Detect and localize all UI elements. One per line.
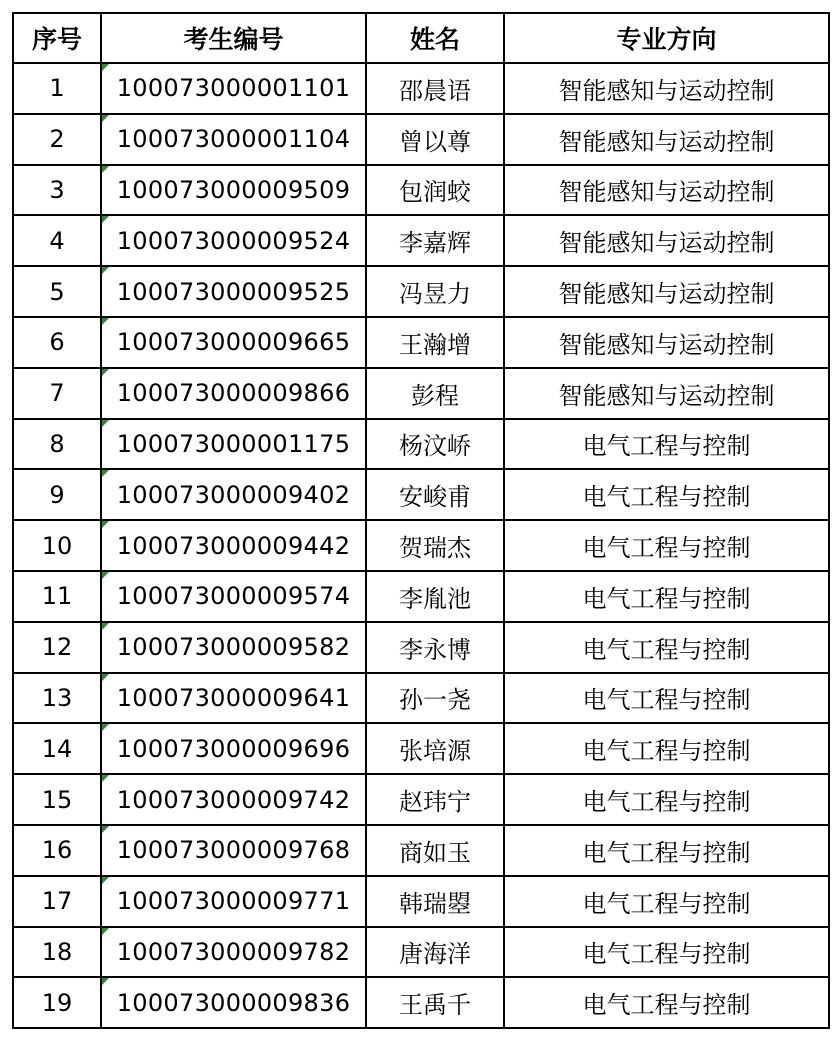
cell-name: 冯昱力 [366, 266, 504, 317]
cell-seq: 11 [13, 571, 101, 622]
text-number-flag-icon [102, 420, 109, 427]
cell-candidate-id [101, 825, 366, 876]
cell-seq: 16 [13, 825, 101, 876]
cell-seq: 6 [13, 317, 101, 368]
table-row [13, 317, 829, 368]
candidate-id-text: 100073000001175 [116, 429, 351, 458]
cell-name: 张培源 [366, 723, 504, 774]
candidate-id-text: 100073000009524 [116, 226, 351, 255]
cell-candidate-id [101, 215, 366, 266]
cell-candidate-id [101, 673, 366, 724]
text-number-flag-icon [102, 115, 109, 122]
cell-name: 赵玮宁 [366, 774, 504, 825]
cell-seq: 14 [13, 723, 101, 774]
text-number-flag-icon [102, 572, 109, 579]
cell-candidate-id [101, 165, 366, 216]
cell-name: 商如玉 [366, 825, 504, 876]
text-number-flag-icon [102, 470, 109, 477]
text-number-flag-icon [102, 166, 109, 173]
table-row [13, 774, 829, 825]
text-number-flag-icon [102, 521, 109, 528]
cell-seq: 10 [13, 520, 101, 571]
cell-name: 王禹千 [366, 977, 504, 1028]
cell-major: 电气工程与控制 [504, 622, 829, 673]
candidate-id-text: 100073000009582 [116, 633, 351, 662]
cell-candidate-id [101, 927, 366, 978]
cell-name: 王瀚增 [366, 317, 504, 368]
table-row [13, 520, 829, 571]
cell-major: 电气工程与控制 [504, 419, 829, 470]
cell-major: 电气工程与控制 [504, 673, 829, 724]
cell-major: 智能感知与运动控制 [504, 266, 829, 317]
text-number-flag-icon [102, 826, 109, 833]
table-row [13, 723, 829, 774]
candidate-id-text: 100073000009782 [116, 937, 351, 966]
table-row [13, 825, 829, 876]
cell-major: 电气工程与控制 [504, 469, 829, 520]
cell-major: 智能感知与运动控制 [504, 317, 829, 368]
candidate-id-text: 100073000009836 [116, 988, 351, 1017]
cell-major: 电气工程与控制 [504, 876, 829, 927]
cell-name: 彭程 [366, 368, 504, 419]
table-row [13, 114, 829, 165]
candidate-id-text: 100073000009665 [116, 328, 351, 357]
table-row [13, 977, 829, 1028]
cell-candidate-id [101, 266, 366, 317]
table-row [13, 266, 829, 317]
candidate-id-text: 100073000009509 [116, 175, 351, 204]
cell-candidate-id [101, 774, 366, 825]
cell-name: 李嘉辉 [366, 215, 504, 266]
cell-seq: 15 [13, 774, 101, 825]
table-row [13, 165, 829, 216]
cell-major: 电气工程与控制 [504, 977, 829, 1028]
table-row [13, 571, 829, 622]
cell-candidate-id [101, 368, 366, 419]
text-number-flag-icon [102, 318, 109, 325]
cell-candidate-id [101, 469, 366, 520]
candidate-id-text: 100073000009866 [116, 379, 351, 408]
cell-seq: 4 [13, 215, 101, 266]
candidate-id-text: 100073000001101 [116, 74, 351, 103]
cell-major: 电气工程与控制 [504, 520, 829, 571]
text-number-flag-icon [102, 775, 109, 782]
table-row [13, 368, 829, 419]
cell-name: 包润蛟 [366, 165, 504, 216]
table-row [13, 622, 829, 673]
header-row [13, 13, 829, 63]
candidate-id-text: 100073000009574 [116, 582, 351, 611]
table-row [13, 469, 829, 520]
cell-seq: 12 [13, 622, 101, 673]
cell-candidate-id [101, 114, 366, 165]
candidate-id-text: 100073000001104 [116, 125, 351, 154]
candidate-id-text: 100073000009771 [116, 887, 351, 916]
cell-candidate-id [101, 419, 366, 470]
candidate-id-text: 100073000009742 [116, 785, 351, 814]
cell-seq: 9 [13, 469, 101, 520]
text-number-flag-icon [102, 674, 109, 681]
cell-candidate-id [101, 723, 366, 774]
cell-major: 智能感知与运动控制 [504, 114, 829, 165]
table-row [13, 927, 829, 978]
cell-candidate-id [101, 520, 366, 571]
cell-major: 智能感知与运动控制 [504, 165, 829, 216]
cell-name: 杨汶峤 [366, 419, 504, 470]
text-number-flag-icon [102, 216, 109, 223]
cell-seq: 13 [13, 673, 101, 724]
table-row [13, 419, 829, 470]
cell-major: 电气工程与控制 [504, 825, 829, 876]
table-row [13, 876, 829, 927]
text-number-flag-icon [102, 724, 109, 731]
cell-candidate-id [101, 63, 366, 114]
header-seq: 序号 [13, 13, 101, 63]
cell-name: 韩瑞曌 [366, 876, 504, 927]
candidate-table [12, 12, 830, 1029]
text-number-flag-icon [102, 369, 109, 376]
candidate-id-text: 100073000009442 [116, 531, 351, 560]
table-body [13, 63, 829, 1028]
cell-candidate-id [101, 876, 366, 927]
cell-candidate-id [101, 317, 366, 368]
cell-name: 安峻甫 [366, 469, 504, 520]
cell-candidate-id [101, 622, 366, 673]
cell-name: 贺瑞杰 [366, 520, 504, 571]
cell-seq: 17 [13, 876, 101, 927]
cell-candidate-id [101, 977, 366, 1028]
candidate-id-text: 100073000009641 [116, 683, 351, 712]
candidate-id-text: 100073000009768 [116, 836, 351, 865]
cell-seq: 8 [13, 419, 101, 470]
table-row [13, 215, 829, 266]
cell-seq: 2 [13, 114, 101, 165]
header-candidate-id: 考生编号 [101, 13, 366, 63]
text-number-flag-icon [102, 877, 109, 884]
cell-major: 电气工程与控制 [504, 723, 829, 774]
text-number-flag-icon [102, 623, 109, 630]
cell-name: 李永博 [366, 622, 504, 673]
cell-name: 曾以尊 [366, 114, 504, 165]
cell-major: 电气工程与控制 [504, 571, 829, 622]
cell-seq: 19 [13, 977, 101, 1028]
cell-candidate-id [101, 571, 366, 622]
cell-major: 智能感知与运动控制 [504, 368, 829, 419]
cell-name: 邵晨语 [366, 63, 504, 114]
candidate-id-text: 100073000009525 [116, 277, 351, 306]
admission-list-sheet [12, 12, 830, 1029]
cell-seq: 3 [13, 165, 101, 216]
cell-name: 李胤池 [366, 571, 504, 622]
cell-seq: 18 [13, 927, 101, 978]
cell-seq: 7 [13, 368, 101, 419]
cell-major: 电气工程与控制 [504, 774, 829, 825]
cell-name: 唐海洋 [366, 927, 504, 978]
header-major: 专业方向 [504, 13, 829, 63]
header-name: 姓名 [366, 13, 504, 63]
text-number-flag-icon [102, 267, 109, 274]
text-number-flag-icon [102, 64, 109, 71]
cell-name: 孙一尧 [366, 673, 504, 724]
table-row [13, 63, 829, 114]
cell-seq: 5 [13, 266, 101, 317]
table-row [13, 673, 829, 724]
cell-major: 智能感知与运动控制 [504, 63, 829, 114]
candidate-id-text: 100073000009402 [116, 480, 351, 509]
text-number-flag-icon [102, 928, 109, 935]
cell-major: 智能感知与运动控制 [504, 215, 829, 266]
cell-major: 电气工程与控制 [504, 927, 829, 978]
text-number-flag-icon [102, 978, 109, 985]
candidate-id-text: 100073000009696 [116, 734, 351, 763]
cell-seq: 1 [13, 63, 101, 114]
